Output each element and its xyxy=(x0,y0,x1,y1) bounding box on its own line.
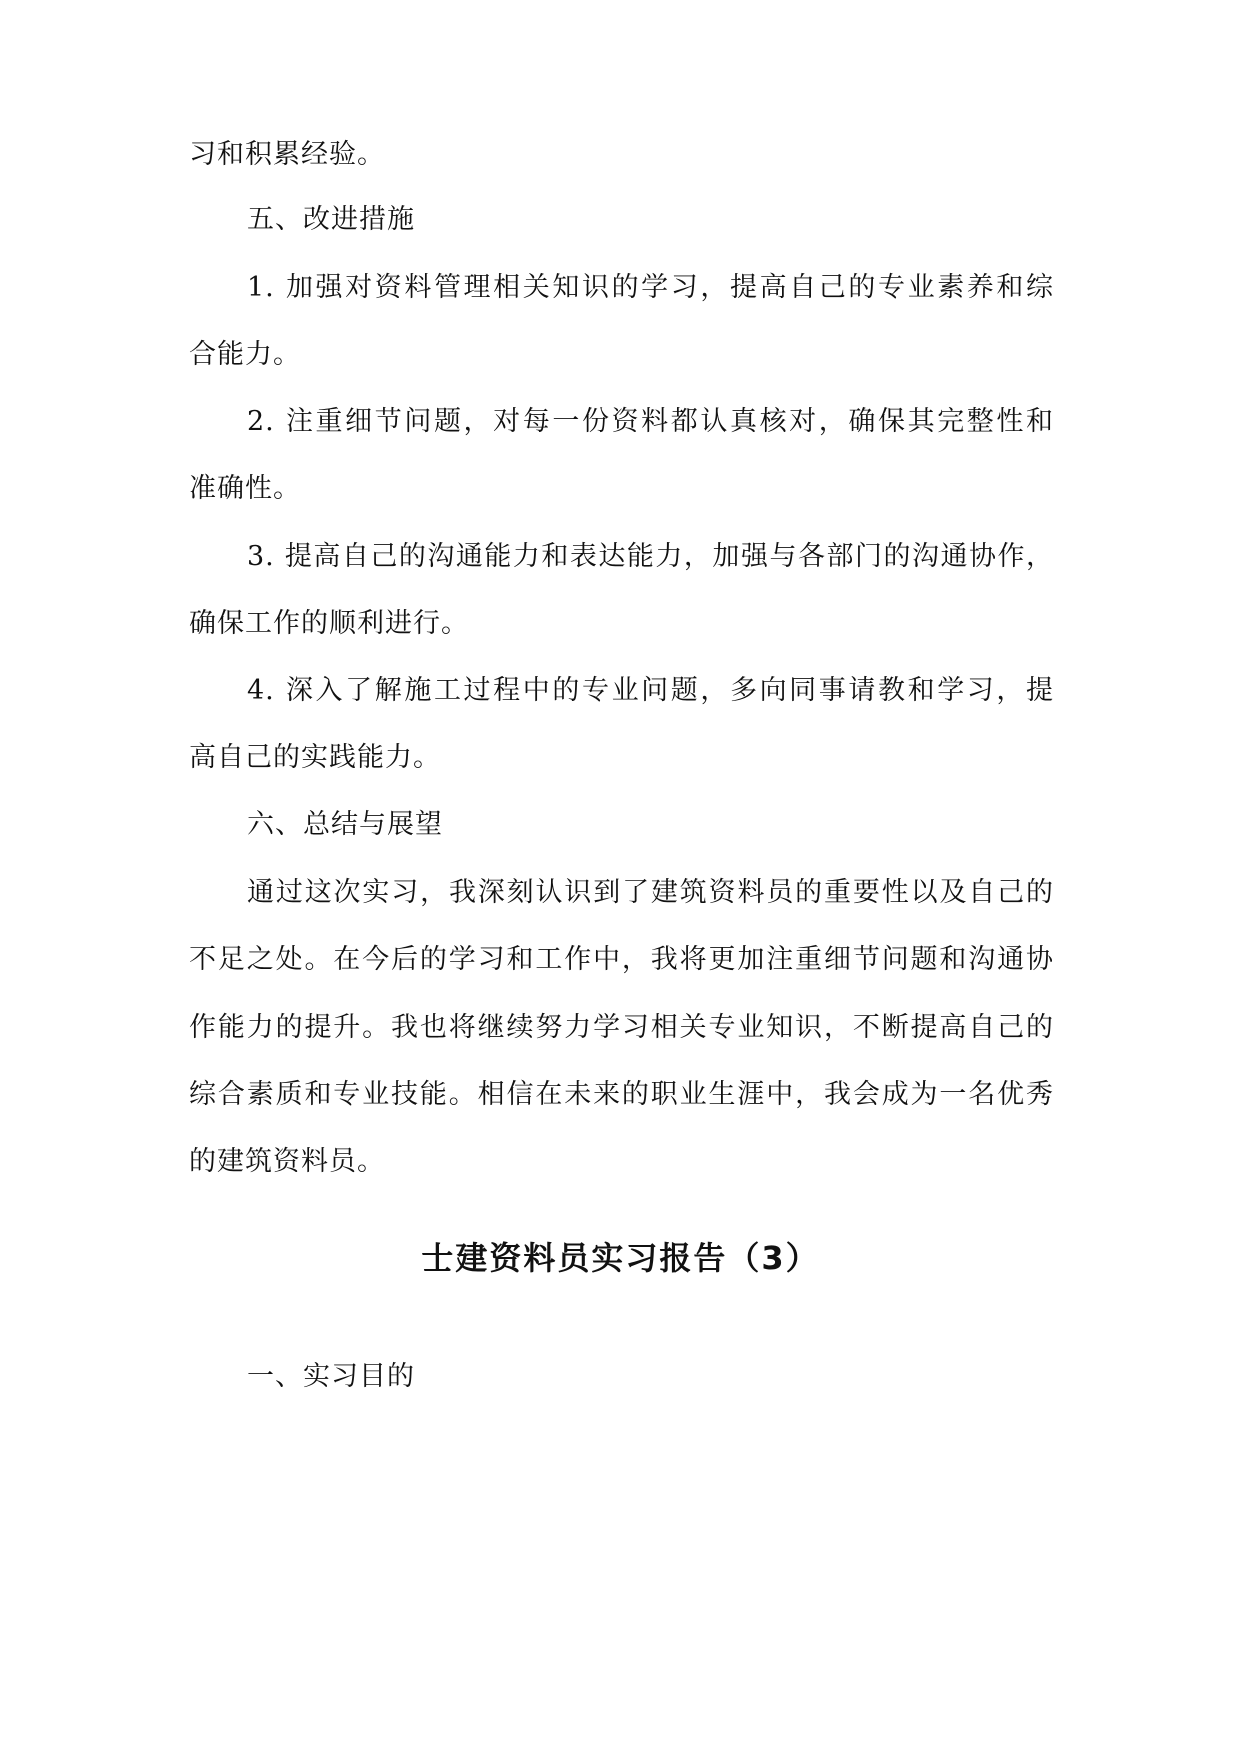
summary-line-1: 通过这次实习，我深刻认识到了建筑资料员的重要性以及自己的 xyxy=(247,877,1054,908)
list-item-3-line-2: 确保工作的顺利进行。 xyxy=(189,608,469,639)
list-item-4-line-1: 4. 深入了解施工过程中的专业问题，多向同事请教和学习，提 xyxy=(247,675,1054,706)
summary-line-4: 综合素质和专业技能。相信在未来的职业生涯中，我会成为一名优秀 xyxy=(189,1079,1054,1110)
list-item-1-line-2: 合能力。 xyxy=(189,339,301,370)
list-item-2-line-2: 准确性。 xyxy=(189,473,301,504)
summary-line-2: 不足之处。在今后的学习和工作中，我将更加注重细节问题和沟通协 xyxy=(189,944,1054,975)
paragraph-line: 习和积累经验。 xyxy=(189,139,385,170)
list-item-4-line-2: 高自己的实践能力。 xyxy=(189,742,441,773)
section-heading-improvements: 五、改进措施 xyxy=(247,204,415,235)
section-heading-summary: 六、总结与展望 xyxy=(247,809,443,840)
list-item-3-line-1: 3. 提高自己的沟通能力和表达能力，加强与各部门的沟通协作， xyxy=(247,541,1054,572)
report-title: 士建资料员实习报告（3） xyxy=(421,1239,820,1277)
section-heading-purpose: 一、实习目的 xyxy=(247,1361,415,1392)
list-item-2-line-1: 2. 注重细节问题，对每一份资料都认真核对，确保其完整性和 xyxy=(247,406,1054,437)
summary-line-5: 的建筑资料员。 xyxy=(189,1146,385,1177)
summary-line-3: 作能力的提升。我也将继续努力学习相关专业知识，不断提高自己的 xyxy=(189,1012,1054,1043)
list-item-1-line-1: 1. 加强对资料管理相关知识的学习，提高自己的专业素养和综 xyxy=(247,272,1054,303)
